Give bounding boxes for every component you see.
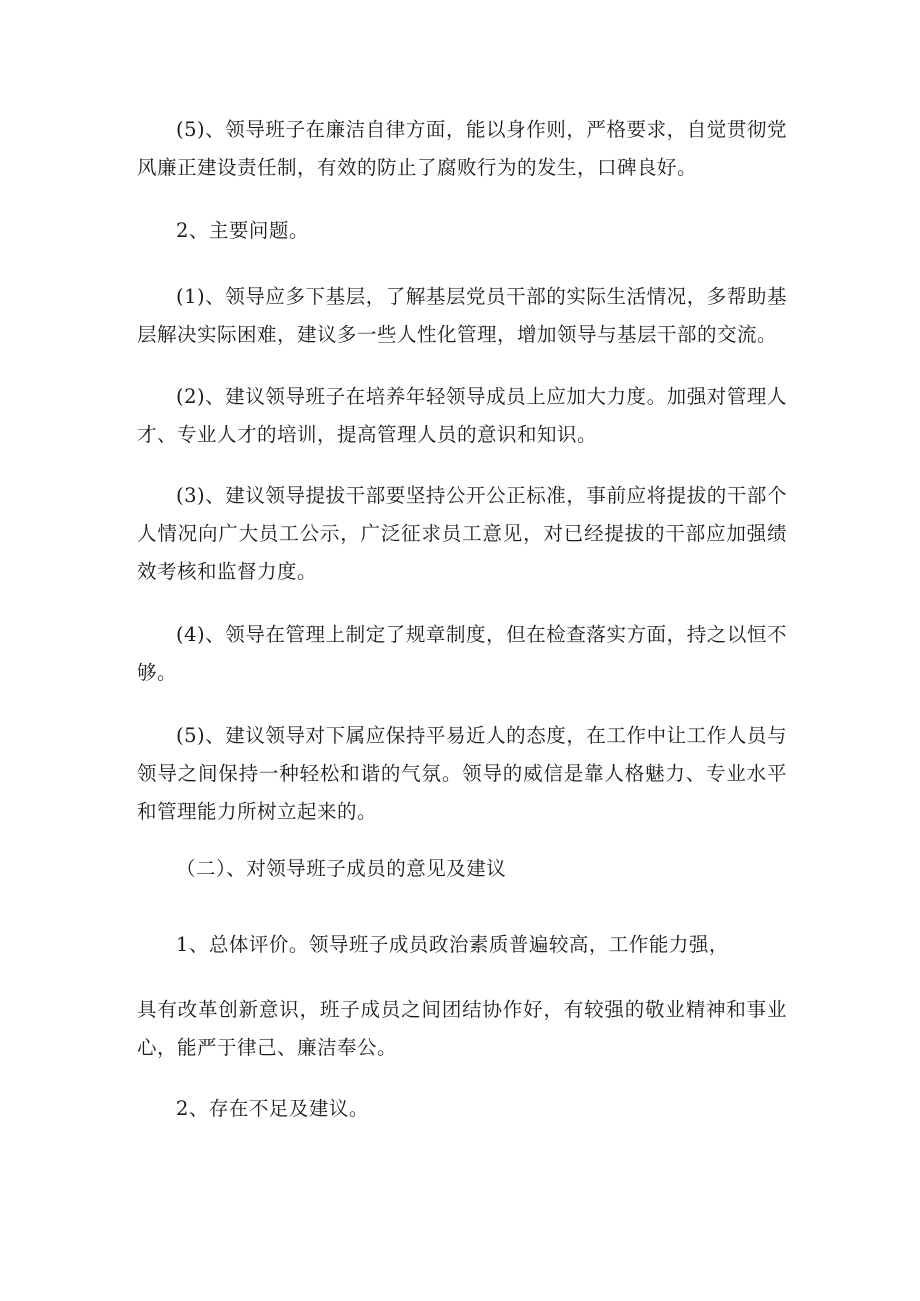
paragraph-problem-2: (2)、建议领导班子在培养年轻领导成员上应加大力度。加强对管理人才、专业人才的培训，提高管理人员的意识和知识。 — [137, 385, 787, 446]
paragraph-overall-evaluation: 1、总体评价。领导班子成员政治素质普遍较高，工作能力强， — [176, 933, 729, 956]
paragraph-problem-3: (3)、建议领导提拔干部要坚持公开公正标准，事前应将提拔的干部个人情况向广大员工公示，广泛征求员工意见，对已经提拔的干部应加强绩效考核和监督力度。 — [137, 484, 787, 583]
heading-shortcomings: 2、存在不足及建议。 — [176, 1097, 369, 1120]
paragraph-evaluation-continued: 具有改革创新意识，班子成员之间团结协作好，有较强的敬业精神和事业心，能严于律己、廉洁奉公。 — [137, 998, 787, 1059]
paragraph-problem-5: (5)、建议领导对下属应保持平易近人的态度，在工作中让工作人员与领导之间保持一种轻松和谐的气氛。领导的威信是靠人格魅力、专业水平和管理能力所树立起来的。 — [137, 724, 787, 823]
heading-main-problems: 2、主要问题。 — [176, 219, 309, 242]
paragraph-problem-1: (1)、领导应多下基层，了解基层党员干部的实际生活情况，多帮助基层解决实际困难，建议多一些人性化管理，增加领导与基层干部的交流。 — [137, 285, 787, 346]
paragraph-leadership-integrity: (5)、领导班子在廉洁自律方面，能以身作则，严格要求，自觉贯彻党风廉正建设责任制，有效的防止了腐败行为的发生，口碑良好。 — [137, 118, 787, 179]
paragraph-problem-4: (4)、领导在管理上制定了规章制度，但在检查落实方面，持之以恒不够。 — [137, 623, 787, 684]
heading-section-two: （二）、对领导班子成员的意见及建议 — [176, 857, 507, 880]
